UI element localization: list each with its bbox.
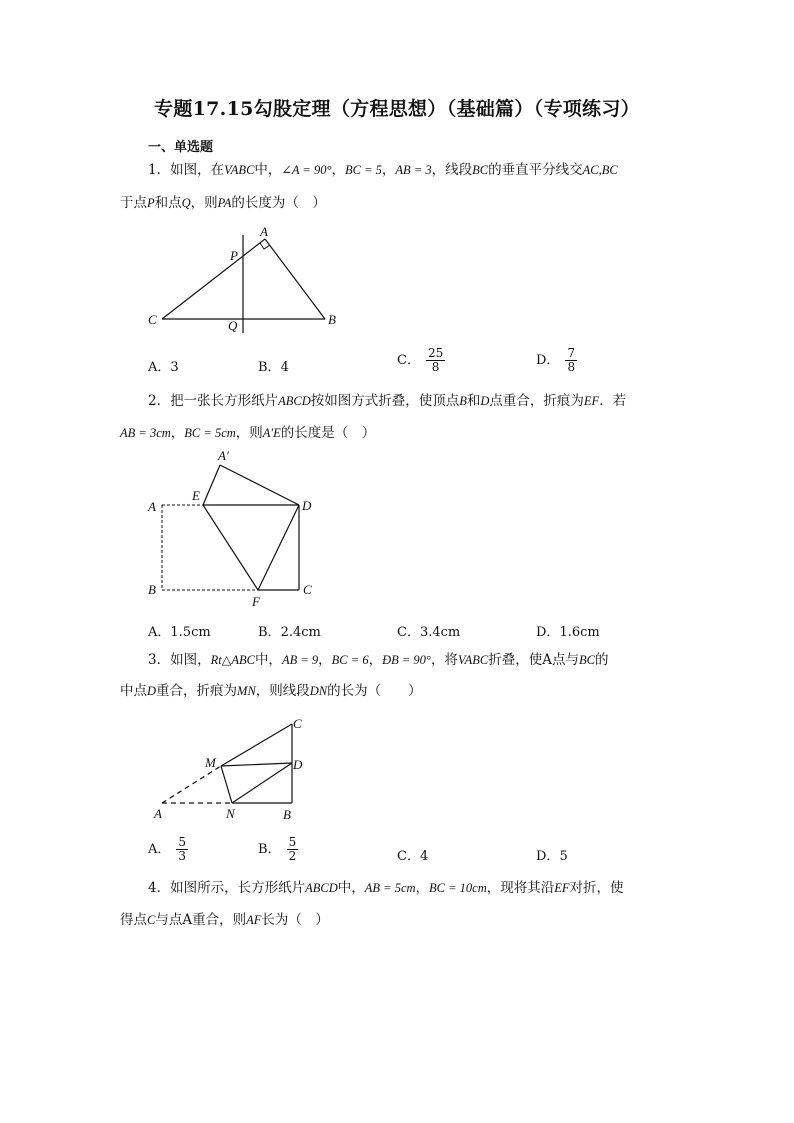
denominator: 3: [178, 849, 187, 863]
text: ，将: [430, 652, 458, 668]
text: 和点: [154, 195, 182, 211]
text: 得点: [120, 912, 147, 928]
text: 的垂直平分线交: [488, 162, 583, 178]
segment-ca: [162, 239, 265, 319]
q2-stem-line1: [148, 391, 626, 411]
text: ，现将其沿: [486, 880, 555, 896]
label-b: B: [283, 807, 291, 822]
math: P: [147, 196, 155, 210]
q3-stem-line1: [148, 650, 609, 670]
text: ，线段: [431, 162, 473, 178]
math: BC = 6: [331, 653, 369, 667]
option-value: 1.5cm: [170, 625, 211, 640]
math: AB = 9: [281, 653, 319, 667]
text: 2．把一张长方形纸片: [148, 393, 279, 409]
label-c: C: [293, 716, 302, 731]
math: EF: [554, 881, 570, 895]
q2-option-c[interactable]: [397, 621, 460, 640]
dashed-am: [162, 766, 221, 803]
text: ，: [318, 652, 332, 668]
math: AB = 3cm: [120, 426, 171, 440]
option-label: D．: [536, 849, 560, 864]
option-value: 1.6cm: [559, 625, 600, 640]
text: 的长度是（ ）: [280, 425, 376, 441]
option-label: C．: [397, 625, 420, 640]
segment-a-prime-e: [203, 465, 220, 505]
label-b: B: [328, 312, 336, 327]
option-label: B．: [258, 625, 281, 640]
math: D: [147, 684, 157, 698]
math: BC = 5: [345, 163, 382, 177]
option-label: A．: [148, 625, 171, 640]
option-value: 3: [170, 360, 179, 375]
math: BC: [472, 163, 489, 177]
math: Rt△ABC: [210, 653, 255, 667]
fraction: [426, 347, 445, 374]
math: MN: [237, 684, 256, 698]
segment-mc: [221, 724, 292, 766]
math: VABC: [224, 163, 255, 177]
math: B: [459, 394, 467, 408]
text: 中，: [254, 652, 282, 668]
q3-option-c[interactable]: [397, 845, 428, 864]
q2-option-d[interactable]: [536, 621, 600, 640]
label-d: D: [293, 757, 303, 772]
math: PA: [217, 196, 232, 210]
label-q: Q: [228, 318, 238, 333]
math: D: [480, 394, 490, 408]
numerator: 5: [288, 835, 297, 849]
text: ．若: [599, 393, 627, 409]
option-label: C．: [397, 353, 420, 368]
text: 对折，使: [569, 880, 624, 896]
text: 的长为（ ）: [327, 683, 422, 699]
text: ，: [331, 162, 345, 178]
label-m: M: [205, 755, 216, 770]
numerator: 25: [427, 346, 444, 360]
text: 长为（ ）: [261, 912, 329, 928]
label-a: A: [148, 499, 156, 514]
text: 中点: [120, 683, 147, 699]
text: ，: [170, 425, 185, 441]
text: ，则线段: [255, 683, 310, 699]
text: ，: [368, 652, 383, 668]
text: 点重合，折痕为: [489, 393, 584, 409]
q1-figure: [140, 222, 350, 337]
segment-a-prime-d: [220, 465, 299, 505]
option-value: 4: [419, 849, 429, 864]
option-value: 5: [559, 849, 568, 864]
math: BC = 10cm: [429, 881, 487, 895]
option-label: B．: [258, 360, 281, 375]
numerator: 7: [567, 346, 576, 360]
math: ABCD: [305, 881, 338, 895]
math: ABCD: [278, 394, 311, 408]
math: AB = 5cm: [364, 881, 416, 895]
text: 重合，折痕为: [156, 683, 238, 699]
math: AF: [246, 913, 262, 927]
text: 和: [466, 393, 481, 409]
q4-stem-line2: [120, 910, 329, 930]
text: 于点: [120, 195, 147, 211]
text: 中，: [337, 880, 365, 896]
q1-option-c[interactable]: [397, 347, 445, 374]
text: 1．如图，在: [148, 162, 225, 178]
q3-option-b[interactable]: [258, 836, 298, 863]
segment-mn: [221, 766, 232, 803]
text: 中，: [254, 162, 282, 178]
label-f: F: [252, 594, 260, 609]
math: C: [147, 913, 156, 927]
q2-option-b[interactable]: [258, 621, 321, 640]
math: VABC: [457, 653, 489, 667]
text: ，则: [235, 425, 263, 441]
fraction: [565, 347, 577, 374]
segment-md: [221, 763, 292, 766]
fraction: [176, 836, 188, 863]
option-label: A．: [148, 842, 171, 857]
label-c: C: [303, 582, 312, 597]
text: 与点A重合，则: [155, 912, 247, 928]
text: 按如图方式折叠，使顶点: [310, 393, 460, 409]
denominator: 8: [431, 360, 440, 374]
math: A′E: [262, 426, 281, 440]
text: 的: [595, 652, 609, 668]
label-a-prime: A′: [218, 448, 229, 463]
q1-option-b[interactable]: [258, 356, 289, 375]
text: 的长度为（ ）: [231, 195, 326, 211]
math: BC: [579, 653, 595, 667]
q4-stem-line1: [148, 878, 624, 898]
q2-stem-line2: [120, 423, 375, 443]
text: ，: [415, 880, 430, 896]
q3-figure: [140, 710, 320, 825]
segment-ef: [203, 505, 258, 590]
segment-nd: [232, 763, 292, 803]
segment-ab: [265, 239, 325, 319]
option-value: 4: [280, 360, 289, 375]
option-value: 2.4cm: [280, 625, 321, 640]
page-title: 专题17.15勾股定理（方程思想）（基础篇）（专项练习）: [154, 98, 640, 120]
q1-stem-line2: [120, 193, 326, 213]
q1-option-a[interactable]: [148, 356, 179, 375]
option-label: B．: [258, 842, 281, 857]
label-n: N: [226, 806, 235, 821]
label-d: D: [302, 498, 312, 513]
label-c: C: [148, 312, 157, 327]
math: BC = 5cm: [184, 426, 236, 440]
section-heading: 一、单选题: [148, 140, 214, 155]
label-e: E: [192, 488, 200, 503]
option-label: D．: [536, 353, 560, 368]
text: 4．如图所示，长方形纸片: [148, 880, 306, 896]
q1-option-d[interactable]: [536, 347, 577, 374]
text: ，则: [190, 195, 218, 211]
numerator: 5: [178, 835, 187, 849]
option-label: C．: [397, 849, 420, 864]
text: ，: [381, 162, 396, 178]
segment-fd: [258, 505, 299, 590]
fraction: [287, 836, 299, 863]
option-value: 3.4cm: [419, 625, 461, 640]
denominator: 8: [567, 360, 576, 374]
option-label: D．: [536, 625, 560, 640]
q3-option-d[interactable]: [536, 845, 568, 864]
label-a: A: [260, 224, 268, 239]
q3-stem-line2: [120, 681, 422, 701]
math: ÐB = 90°: [382, 653, 431, 667]
math: AC,BC: [582, 163, 618, 177]
math: Q: [181, 196, 191, 210]
label-b: B: [148, 582, 156, 597]
math: EF: [583, 394, 600, 408]
text: 3．如图，: [148, 652, 211, 668]
math: AB = 3: [395, 163, 432, 177]
math: DN: [309, 684, 328, 698]
q2-figure: [140, 445, 330, 615]
q2-option-a[interactable]: [148, 621, 211, 640]
label-a: A: [154, 806, 162, 821]
math: ∠A = 90°: [281, 163, 332, 177]
text: 折叠，使A点与: [488, 652, 580, 668]
q1-stem-line1: [148, 160, 618, 180]
option-label: A．: [148, 360, 171, 375]
q3-option-a[interactable]: [148, 836, 188, 863]
label-p: P: [230, 248, 238, 263]
denominator: 2: [288, 849, 297, 863]
